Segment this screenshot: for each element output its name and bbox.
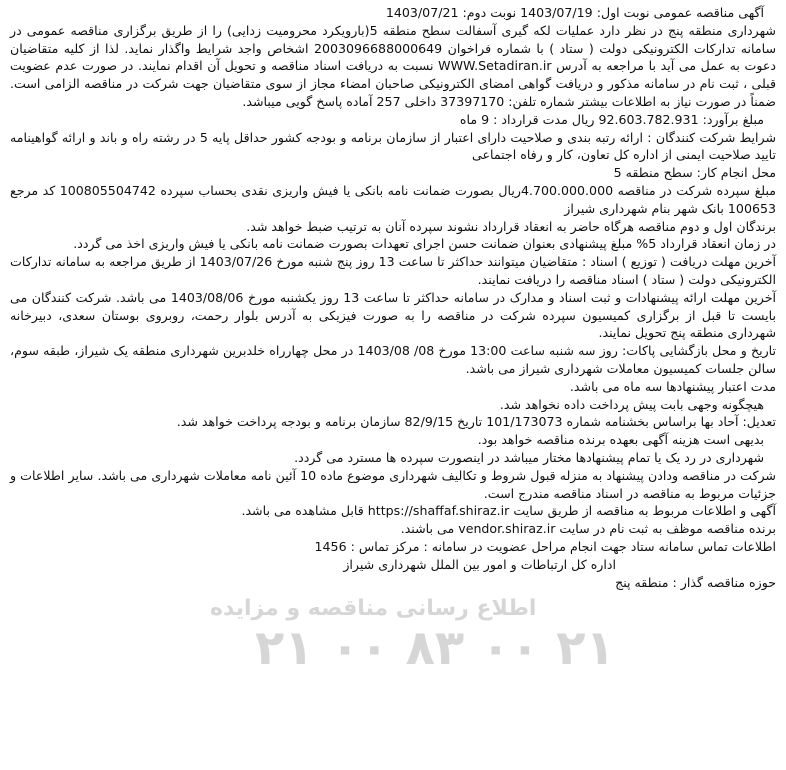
work-location: محل انجام کار: سطح منطقه 5 [613,165,776,181]
info-website: آگهی و اطلاعات مربوط به مناقصه از طریق سایت https://shaffaf.shiraz.ir قابل مشاهده می باشد. [241,503,776,519]
submission-deadline: آخرین مهلت ارائه پیشنهادات و ثبت اسناد و مدارک در سامانه حداکثر تا ساعت 13 روز یکشنبه مورخ 1403/08/06 می باشد. شرکت کنندگان می بایست تا قبل از برگزاری کمیسیون سپرده شرکت در مناقصه را به صورت فیزیکی به آدرس بلوار رحمت، روبروی بوستان سعدی، دبیرخانه شهرداری منطقه پنج تحویل نمایند. [10,289,776,341]
opening-date-location: تاریخ و محل بازگشایی پاکات: روز سه شنبه ساعت 13:00 مورخ 08/ 1403/08 در محل چهارراه خلدبرین شهرداری منطقه یک شیراز، طبقه سوم، سالن جلسات کمیسیون معاملات شهرداری شیراز می باشد. [10,343,777,376]
watermark-number: ۲۱ ۰۰ ۸۳ ۰۰ ۲۱ [255,620,615,676]
acceptance-terms: شرکت در مناقصه ودادن پیشنهاد به منزله قبول شروط و تکالیف شهرداری موضوع ماده 10 آئین نامه معاملات شهرداری می باشد. سایر اطلاعات و جزئیات مربوط به مناقصه در اسناد مناقصه مندرج است. [10,467,776,501]
no-prepayment: هیچگونه وجهی بابت پیش پرداخت داده نخواهد شد. [499,396,764,412]
tender-notice-document [10,4,776,591]
notice-header: آگهی مناقصه عمومی نوبت اول: 1403/07/19 نوبت دوم: 1403/07/21 [385,5,764,20]
estimate-and-duration: مبلغ برآورد: 92.603.782.931 ریال مدت قرارداد : 9 ماه [459,111,764,127]
winners-forfeit: برندگان اول و دوم مناقصه هرگاه حاضر به انعقاد قرارداد نشوند سپرده آنان به ترتیب ضبط خواهد شد. [246,218,776,234]
watermark-text: اطلاع رسانی مناقصه و مزایده [210,596,537,621]
price-adjustment: تعدیل: آحاد بها براساس بخشنامه شماره 101/173073 تاریخ 82/9/15 سازمان برنامه و بودجه پرداخت خواهد شد. [176,414,776,430]
participant-requirements: شرایط شرکت کنندگان : ارائه رتبه بندی و صلاحیت دارای اعتبار از سازمان برنامه و بودجه کشور حداقل پایه 5 در رشته راه و باند و ارائه گواهینامه تایید صلاحیت ایمنی از اداره کل تعاون، کار و رفاه اجتماعی [10,129,776,163]
contact-info: اطلاعات تماس سامانه ستاد جهت انجام مراحل عضویت در سامانه : مرکز تماس : 1456 [314,538,776,554]
tendering-authority: حوزه مناقصه گذار : منطقه پنج [615,574,776,590]
ad-cost: بدیهی است هزینه آگهی بعهده برنده مناقصه خواهد بود. [477,432,764,448]
offer-validity: مدت اعتبار پیشنهادها سه ماه می باشد. [569,378,776,394]
performance-guarantee: در زمان انعقاد قرارداد 5% مبلغ پیشنهادی بعنوان ضمانت حسن اجرای تعهدات بصورت ضمانت نامه بانکی یا فیش واریزی اخذ می گردد. [73,236,776,252]
rejection-right: شهرداری در رد یک یا تمام پیشنهادها مختار میباشد در اینصورت سپرده ها مسترد می گردد. [294,449,764,465]
document-deadline: آخرین مهلت دریافت ( توزیع ) اسناد : متقاضیان میتوانند حداکثر تا ساعت 13 روز پنج شنبه مورخ 1403/07/26 از طریق مراجعه به سامانه تدارکات الکترونیکی دولت ( ستاد ) اسناد مناقصه را دریافت نمایند. [10,254,776,287]
notice-intro: شهرداری منطقه پنج در نظر دارد عملیات لکه گیری آسفالت سطح منطقه 5(بارویکرد محرومیت زدایی) را از طریق برگزاری مناقصه عمومی در سامانه تدارکات الکترونیکی دولت ( ستاد ) با شماره فراخوان 2003096688000649 اشخاص واجد شرایط واگذار نماید. لذا از کلیه متقاضیان دعوت به عمل می آید با مراجعه به آدرس WWW.Setadiran.ir نسبت به دریافت اسناد مناقصه و تحویل آن اقدام نمایند. در صورت عدم عضویت قبلی ، ثبت نام در سامانه مذکور و دریافت گواهی امضای الکترونیکی صاحبان امضاء مجاز از سوی متقاضیان جهت شرکت در مناقصه الزامی است. ضمناً در صورت نیاز به اطلاعات بیشتر شماره تلفن: 37397170 داخلی 257 آماده پاسخ گویی میباشد. [10,22,777,109]
issuing-department: اداره کل ارتباطات و امور بین الملل شهرداری شیراز [343,556,616,572]
deposit-info: مبلغ سپرده شرکت در مناقصه 4.700.000.000ریال بصورت ضمانت نامه بانکی یا فیش واریزی نقدی بحساب سپرده 100805504742 کد مرجع 100653 بانک شهر بنام شهرداری شیراز [10,182,777,216]
vendor-registration: برنده مناقصه موظف به ثبت نام در سایت vendor.shiraz.ir می باشند. [400,521,776,537]
